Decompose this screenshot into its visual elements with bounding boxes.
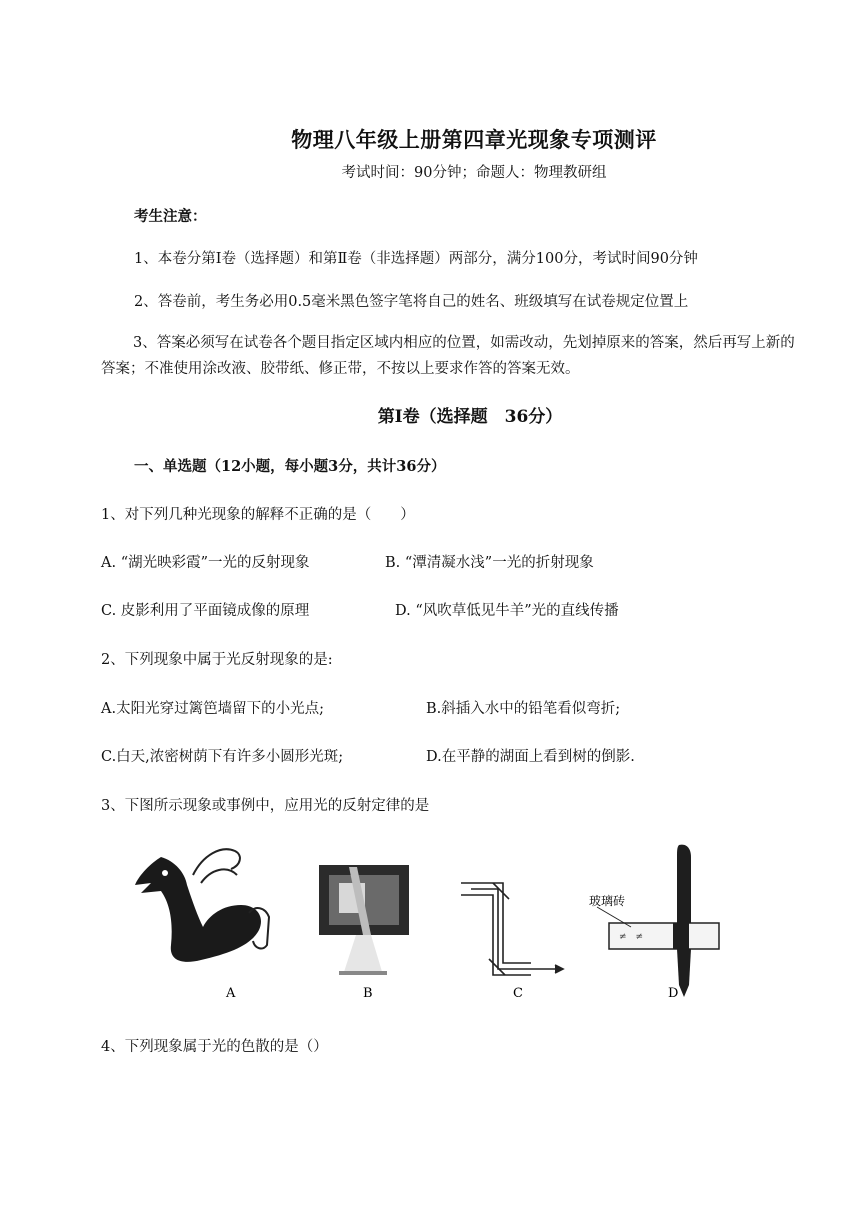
window-light-illustration: [319, 865, 409, 975]
section-title: 第Ⅰ卷（选择题 36分）: [377, 407, 563, 427]
question-1-option-a: A. “湖光映彩霞”一光的反射现象: [101, 555, 310, 571]
figure-label-c: C: [513, 986, 523, 1001]
question-2-option-d: D.在平静的湖面上看到树的倒影.: [426, 749, 635, 765]
question-3-stem: 3、下图所示现象或事例中，应用光的反射定律的是: [101, 798, 430, 814]
glass-hatch-1: ≠ ≠: [619, 932, 644, 942]
periscope-illustration: [461, 883, 563, 975]
page-title: 物理八年级上册第四章光现象专项测评: [291, 127, 657, 152]
question-4-stem: 4、下列现象属于光的色散的是（）: [101, 1039, 328, 1055]
glass-block-label: 玻璃砖: [589, 894, 626, 908]
question-1-option-b: B. “潭清凝水浅”一光的折射现象: [385, 555, 594, 571]
question-2-stem: 2、下列现象中属于光反射现象的是:: [101, 652, 333, 668]
question-3-figure: [131, 835, 733, 1007]
question-2-option-c: C.白天,浓密树荫下有许多小圆形光斑;: [101, 749, 344, 765]
glass-block-pencil-illustration: [597, 845, 719, 997]
notice-item-3: 3、答案必须写在试卷各个题目指定区域内相应的位置，如需改动，先划掉原来的答案，然后再写上新的答案；不准使用涂改液、胶带纸、修正带，不按以上要求作答的答案无效。: [101, 335, 795, 377]
question-1-option-c: C. 皮影利用了平面镜成像的原理: [101, 603, 310, 619]
part-heading: 一、单选题（12小题，每小题3分，共计36分）: [134, 458, 446, 475]
question-1-stem: 1、对下列几种光现象的解释不正确的是（ ）: [101, 507, 415, 523]
figure-label-b: B: [363, 986, 373, 1001]
hand-shadow-illustration: [135, 849, 269, 962]
notice-item-1: 1、本卷分第Ⅰ卷（选择题）和第Ⅱ卷（非选择题）两部分，满分100分，考试时间90分钟: [134, 251, 698, 267]
question-2-option-b: B.斜插入水中的铅笔看似弯折;: [426, 701, 621, 717]
notice-item-2: 2、答卷前，考生务必用0.5毫米黑色签字笔将自己的姓名、班级填写在试卷规定位置上: [134, 294, 689, 310]
figure-label-a: A: [226, 986, 236, 1001]
notice-heading: 考生注意：: [134, 208, 207, 225]
question-2-option-a: A.太阳光穿过篱笆墙留下的小光点;: [101, 701, 324, 717]
figure-label-d: D: [668, 986, 679, 1001]
question-1-option-d: D. “风吹草低见牛羊”光的直线传播: [395, 603, 619, 619]
exam-info: 考试时间：90分钟；命题人：物理教研组: [341, 165, 607, 181]
